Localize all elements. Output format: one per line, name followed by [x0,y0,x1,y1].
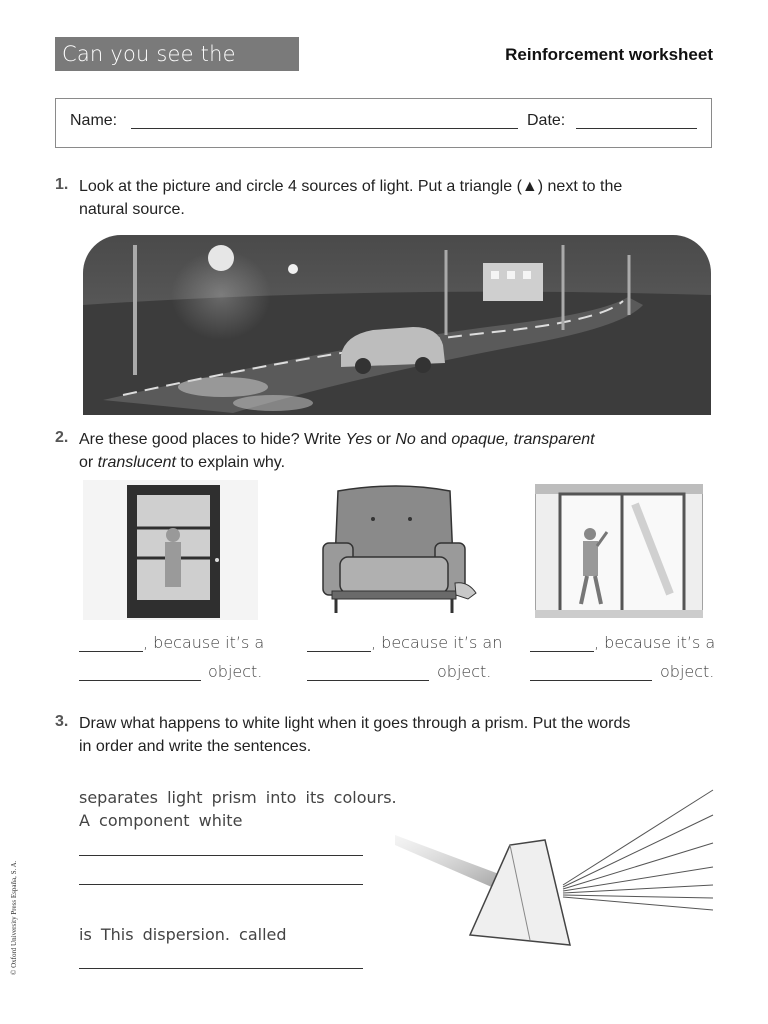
star-icon [288,264,298,274]
answer-1-property-field[interactable] [79,680,201,681]
date-label: Date: [527,112,566,129]
answer-1-object-text: object. [208,662,263,681]
sentence-2-line[interactable] [79,968,363,969]
prism-illustration [395,785,715,965]
question-3-number: 3. [55,713,69,730]
answer-3-property-field[interactable] [530,680,652,681]
question-1-line-1: Look at the picture and circle 4 sources of light. Put a triangle (▲) next to the [79,178,623,195]
answer-3-because-text: , because it’s a [594,633,716,652]
answer-2-yes-no-field[interactable] [307,651,371,652]
armchair-illustration [318,483,480,615]
glass-door-illustration [535,484,703,618]
question-2-line-1: Are these good places to hide? Write Yes or No and opaque, transparent [79,431,595,448]
name-field[interactable] [131,128,518,129]
copyright-notice: © Oxford University Press España, S. A. [10,860,18,975]
question-2-text [79,428,709,474]
night-road-illustration [83,235,711,415]
question-2-number: 2. [55,429,69,446]
question-1-line-2: natural source. [79,201,185,218]
question-3-text [79,712,630,758]
answer-3-yes-no-field[interactable] [530,651,594,652]
question-1-text [79,175,622,221]
name-label: Name: [70,112,118,129]
name-date-box [55,98,712,148]
answer-1-because-text: , because it’s a [143,633,265,652]
answer-2-object-text: object. [437,662,492,681]
question-3-line-2: in order and write the sentences. [79,738,312,755]
scrambled-sentence-2: is This dispersion. called [79,925,287,944]
door-illustration [83,480,258,620]
house-icon [483,263,543,301]
question-1-number: 1. [55,176,69,193]
answer-1-yes-no-field[interactable] [79,651,143,652]
question-2-line-2: or translucent to explain why. [79,454,286,471]
answer-2-property-field[interactable] [307,680,429,681]
worksheet-subtitle: Reinforcement worksheet [505,45,713,64]
scrambled-sentence-1: separates light prism into its colours. A component white [79,788,397,830]
answer-2-because-text: , because it’s an [371,633,503,652]
answer-3-object-text: object. [660,662,715,681]
question-3-line-1: Draw what happens to white light when it goes through a prism. Put the words [79,715,631,732]
sentence-1-line-2[interactable] [79,884,363,885]
worksheet-title: Can you see the light? [55,37,299,71]
date-field[interactable] [576,128,697,129]
sentence-1-line-1[interactable] [79,855,363,856]
